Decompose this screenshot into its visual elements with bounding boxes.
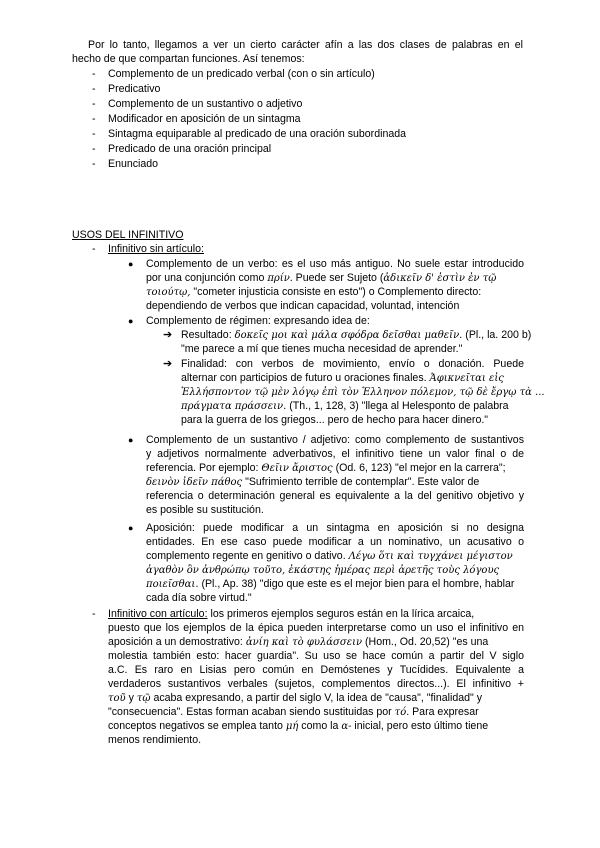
section-heading: USOS DEL INFINITIVO [72, 229, 184, 241]
finalidad-line-4: πράγματα πράσσειν. (Th., 1, 128, 3) "llega al Helesponto de palabra [181, 400, 509, 412]
con-articulo-line-9: conceptos negativos se emplea tanto μή como la α- inicial, pero esto último tiene [108, 720, 489, 732]
bullet-icon: ● [128, 259, 134, 269]
bullet-icon: ● [128, 435, 134, 445]
list-dash: - [92, 608, 96, 620]
b4-line-1: Aposición: puede modificar a un sintagma en aposición si no designa [146, 522, 524, 534]
con-articulo-line-5: a.C. Es raro en Lisias pero común en Demóstenes y Tucídides. Equivalente a [108, 664, 524, 676]
resultado-line-1: Resultado: δοκεῖς μοι καὶ μάλα σφόδρα δεῖσθαι μαθεῖν. (Pl., la. 200 b) [181, 329, 532, 341]
con-articulo-line-4: molestia también esto: hacer guardia". Su uso se hace común a partir del V siglo [108, 650, 524, 662]
list-dash: - [92, 243, 96, 255]
list-dash: - [92, 158, 96, 170]
list-dash: - [92, 98, 96, 110]
b3-line-5: referencia o determinación general es equivalente a la del genitivo objetivo y [146, 490, 524, 502]
b1-line-2: por una conjunción como πρίν. Puede ser Sujeto (ἀδικεῖν δ' ἐστὶν ἐν τῷ [146, 272, 497, 284]
list-dash: - [92, 68, 96, 80]
list-item: Complemento de un sustantivo o adjetivo [108, 98, 303, 110]
list-item: Modificador en aposición de un sintagma [108, 113, 301, 125]
list-item: Sintagma equiparable al predicado de una oración subordinada [108, 128, 407, 140]
resultado-line-2: "me parece a mí que tienes mucha necesidad de aprender." [181, 343, 463, 355]
b1-line-3: τοιούτῳ, "cometer injusticia consiste en esto") o Complemento directo: [146, 286, 482, 298]
list-item: Complemento de un predicado verbal (con o sin artículo) [108, 68, 375, 80]
arrow-right-icon: ➔ [163, 329, 173, 341]
intro-line-1: Por lo tanto, llegamos a ver un cierto carácter afín a las dos clases de palabras en el [88, 39, 523, 51]
list-item: Predicativo [108, 83, 161, 95]
b4-line-2: entidades. En ese caso puede modificar a un nominativo, un acusativo o [146, 536, 524, 548]
subsection-title-con-articulo: Infinitivo con artículo: [108, 608, 208, 620]
con-articulo-line-1: Infinitivo con artículo: los primeros ejemplos seguros están en la lírica arcaica, [108, 608, 475, 620]
bullet-icon: ● [128, 316, 134, 326]
b3-line-3: referencia. Por ejemplo: Θεῖιν ἄριστος (Od. 6, 123) "el mejor en la carrera"; [146, 462, 506, 474]
b4-line-3: complemento regente en genitivo o dativo. Λέγω ὅτι καὶ τυγχάνει μέγιστον [146, 550, 513, 562]
list-item: Enunciado [108, 158, 159, 170]
finalidad-line-5: para la guerra de los griegos... pero de hecho para hacer dinero." [181, 414, 489, 426]
list-dash: - [92, 128, 96, 140]
intro-line-2: hecho de que compartan funciones. Así tenemos: [72, 53, 305, 65]
finalidad-line-3: Ἑλλήσποντον τῷ μὲν λόγῳ ἐπὶ τὸν Ἑλληνον πόλεμον, τῷ δὲ ἔργῳ τὰ ... [181, 387, 545, 398]
b3-line-6: es posible su sustitución. [146, 504, 264, 516]
subsection-title-sin-articulo: Infinitivo sin artículo: [108, 243, 204, 255]
con-articulo-line-6: verdaderos sustantivos verbales (sujetos, complementos directos...). El infinitivo + [108, 678, 524, 690]
con-articulo-line-10: menos rendimiento. [108, 734, 202, 746]
list-item: Predicado de una oración principal [108, 143, 272, 155]
list-dash: - [92, 113, 96, 125]
list-dash: - [92, 143, 96, 155]
con-articulo-line-3: aposición a un demostrativo: ἀνίη καὶ τὸ φυλάσσειν (Hom., Od. 20,52) "es una [108, 636, 489, 648]
b4-line-6: cada día sobre virtud." [146, 592, 252, 604]
con-articulo-line-7: τοῦ y τῷ acaba expresando, a partir del siglo V, la idea de "causa", "finalidad" y [108, 692, 483, 704]
b2-line-1: Complemento de régimen: expresando idea de: [146, 315, 370, 327]
b3-line-1: Complemento de un sustantivo / adjetivo: como complemento de sustantivos [146, 434, 524, 446]
finalidad-line-1: Finalidad: con verbos de movimiento, envío o donación. Puede [181, 358, 524, 370]
b4-line-5: ποιεῖσθαι. (Pl., Ap. 38) "digo que este es el mejor bien para el hombre, hablar [146, 578, 515, 590]
bullet-icon: ● [128, 523, 134, 533]
b1-line-1: Complemento de un verbo: es el uso más antiguo. No suele estar introducido [146, 258, 524, 270]
list-dash: - [92, 83, 96, 95]
b3-line-4: δεινὸν ἰδεῖν πάθος "Sufrimiento terrible de contemplar". Este valor de [146, 476, 480, 488]
b4-line-4: ἀγαθὸν ὂν ἀνθρώπῳ τοῦτο, ἑκάστης ἡμέρας περὶ ἀρετῆς τοὺς λόγους [146, 565, 500, 576]
con-articulo-line-2: puesto que los ejemplos de la épica pueden interpretarse como un uso el infinitivo en [108, 622, 524, 634]
finalidad-line-2: alternar con participios de futuro u oraciones finales. Ἀφικνεῖται εἰς [181, 372, 504, 384]
b1-line-4: dependiendo de verbos que indican capacidad, voluntad, intención [146, 300, 460, 312]
con-articulo-line-8: "consecuencia". Estas forman acaban siendo sustituidas por τό. Para expresar [108, 706, 479, 718]
arrow-right-icon: ➔ [163, 358, 173, 370]
b3-line-2: y adjetivos normalmente adverbativos, el infinitivo tiene un valor final o de [146, 448, 524, 460]
